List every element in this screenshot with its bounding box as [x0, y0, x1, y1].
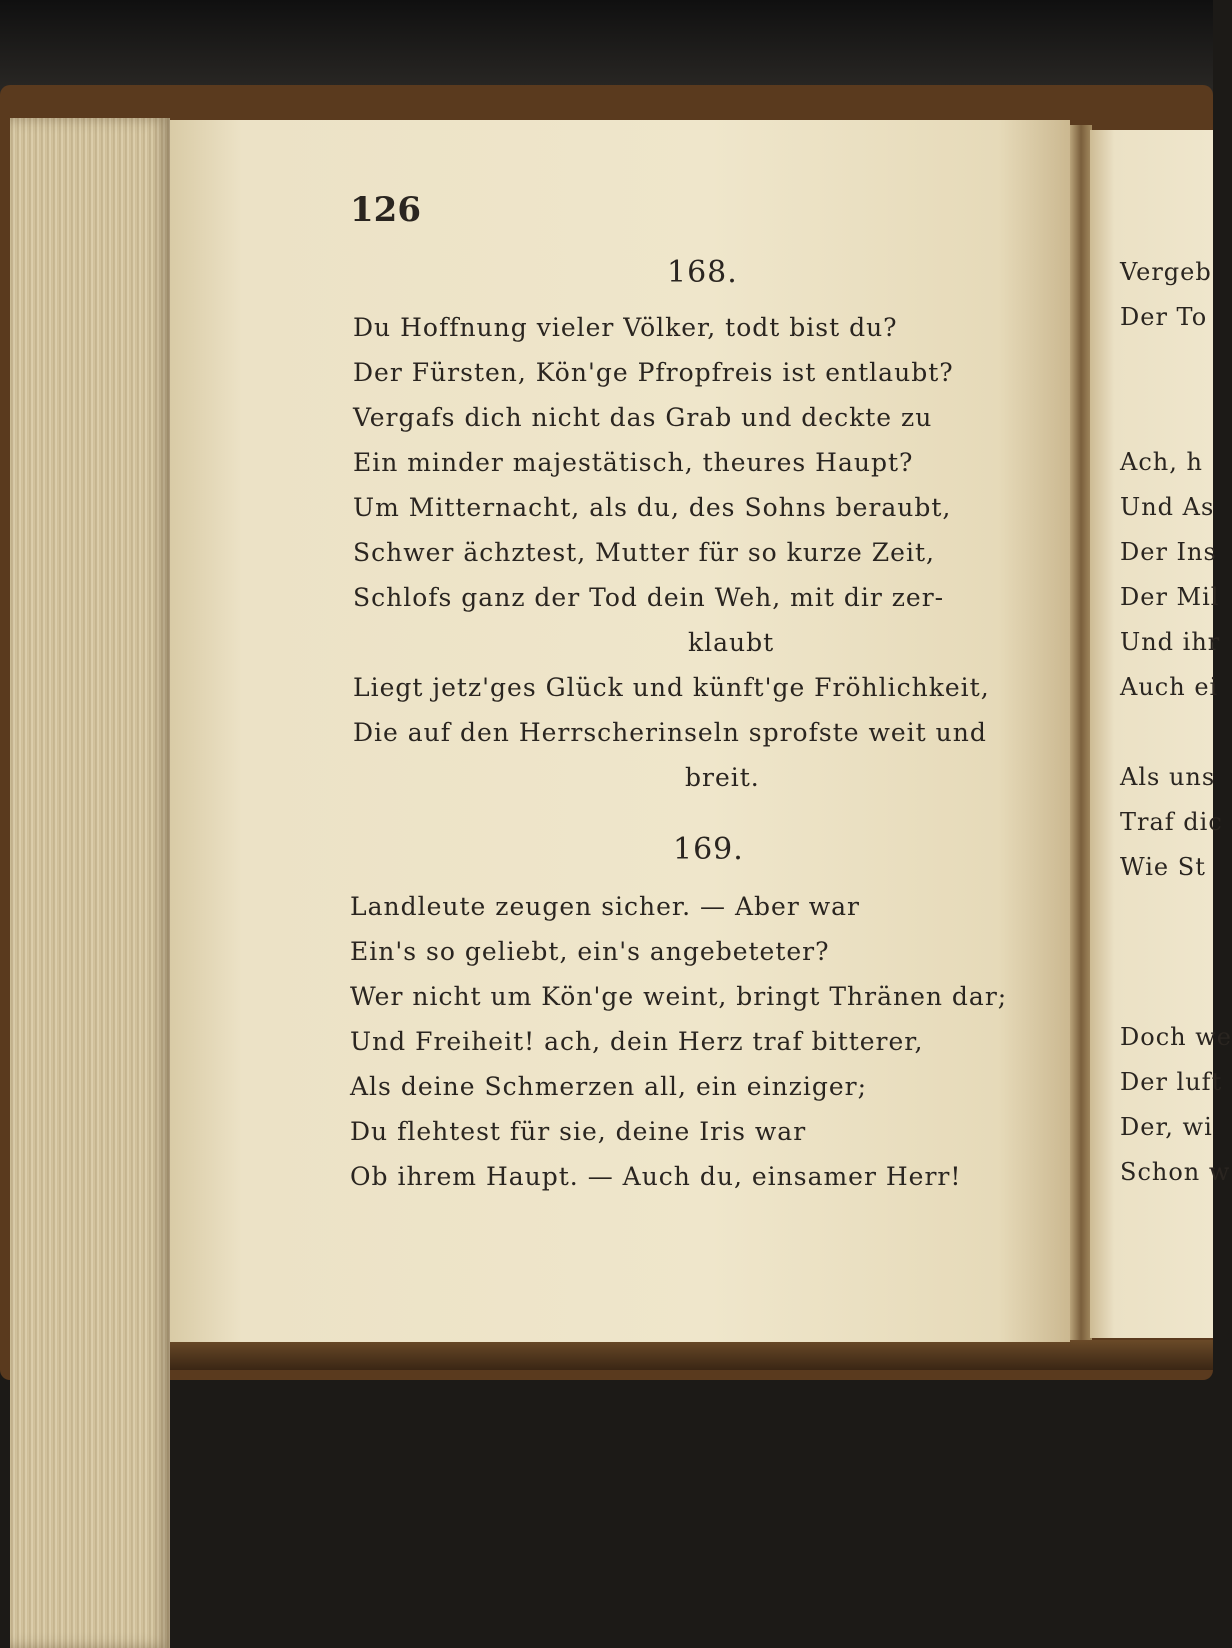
stanza-169-line-6: Du flehtest für sie, deine Iris war [350, 1117, 807, 1146]
right-line-12: Doch we [1120, 1023, 1232, 1051]
right-line-9: Als uns [1120, 763, 1216, 791]
book-bottom-edge [170, 1340, 1213, 1370]
right-line-7: Und ihr [1120, 628, 1221, 656]
stanza-169-line-2: Ein's so geliebt, ein's angebeteter? [350, 937, 830, 966]
stanza-169-line-3: Wer nicht um Kön'ge weint, bringt Thränen dar; [350, 982, 1008, 1011]
stanza-168-line-11: breit. [685, 763, 760, 792]
stanza-168-line-3: Vergafs dich nicht das Grab und deckte zu [353, 403, 933, 432]
right-line-6: Der Mil [1120, 583, 1220, 611]
right-line-11: Wie St [1120, 853, 1206, 881]
stanza-169-line-1: Landleute zeugen sicher. — Aber war [350, 892, 860, 921]
background-cloth [0, 0, 1213, 95]
stanza-number-169: 169. [673, 832, 744, 867]
right-page-fragment [1090, 130, 1232, 1338]
page-number: 126 [350, 190, 421, 230]
left-page [170, 120, 1070, 1342]
page-stack-edge [10, 118, 170, 1648]
right-line-2: Der To [1120, 303, 1208, 331]
stanza-169-line-7: Ob ihrem Haupt. — Auch du, einsamer Herr! [350, 1162, 962, 1191]
right-line-4: Und As [1120, 493, 1215, 521]
stanza-168-line-2: Der Fürsten, Kön'ge Pfropfreis ist entlaubt? [353, 358, 954, 387]
stanza-168-line-1: Du Hoffnung vieler Völker, todt bist du? [353, 313, 898, 342]
right-line-8: Auch ei [1120, 673, 1219, 701]
stanza-number-168: 168. [667, 255, 738, 290]
stanza-168-line-10: Die auf den Herrscherinseln sprofste weit und [353, 718, 987, 747]
right-line-14: Der, wi [1120, 1113, 1213, 1141]
right-line-5: Der Ins [1120, 538, 1217, 566]
right-line-1: Vergeb [1120, 258, 1212, 286]
book-gutter [1070, 125, 1092, 1340]
right-line-15: Schon w [1120, 1158, 1231, 1186]
stanza-168-line-4: Ein minder majestätisch, theures Haupt? [353, 448, 914, 477]
right-line-10: Traf dic [1120, 808, 1223, 836]
stanza-168-line-8: klaubt [688, 628, 775, 657]
stanza-168-line-9: Liegt jetz'ges Glück und künft'ge Fröhlichkeit, [353, 673, 990, 702]
stanza-168-line-6: Schwer ächztest, Mutter für so kurze Zeit, [353, 538, 935, 567]
stanza-169-line-5: Als deine Schmerzen all, ein einziger; [350, 1072, 868, 1101]
right-line-3: Ach, h [1120, 448, 1203, 476]
right-line-13: Der luft [1120, 1068, 1223, 1096]
stanza-168-line-7: Schlofs ganz der Tod dein Weh, mit dir zer- [353, 583, 945, 612]
stanza-168-line-5: Um Mitternacht, als du, des Sohns beraubt, [353, 493, 952, 522]
stanza-169-line-4: Und Freiheit! ach, dein Herz traf bitterer, [350, 1027, 924, 1056]
